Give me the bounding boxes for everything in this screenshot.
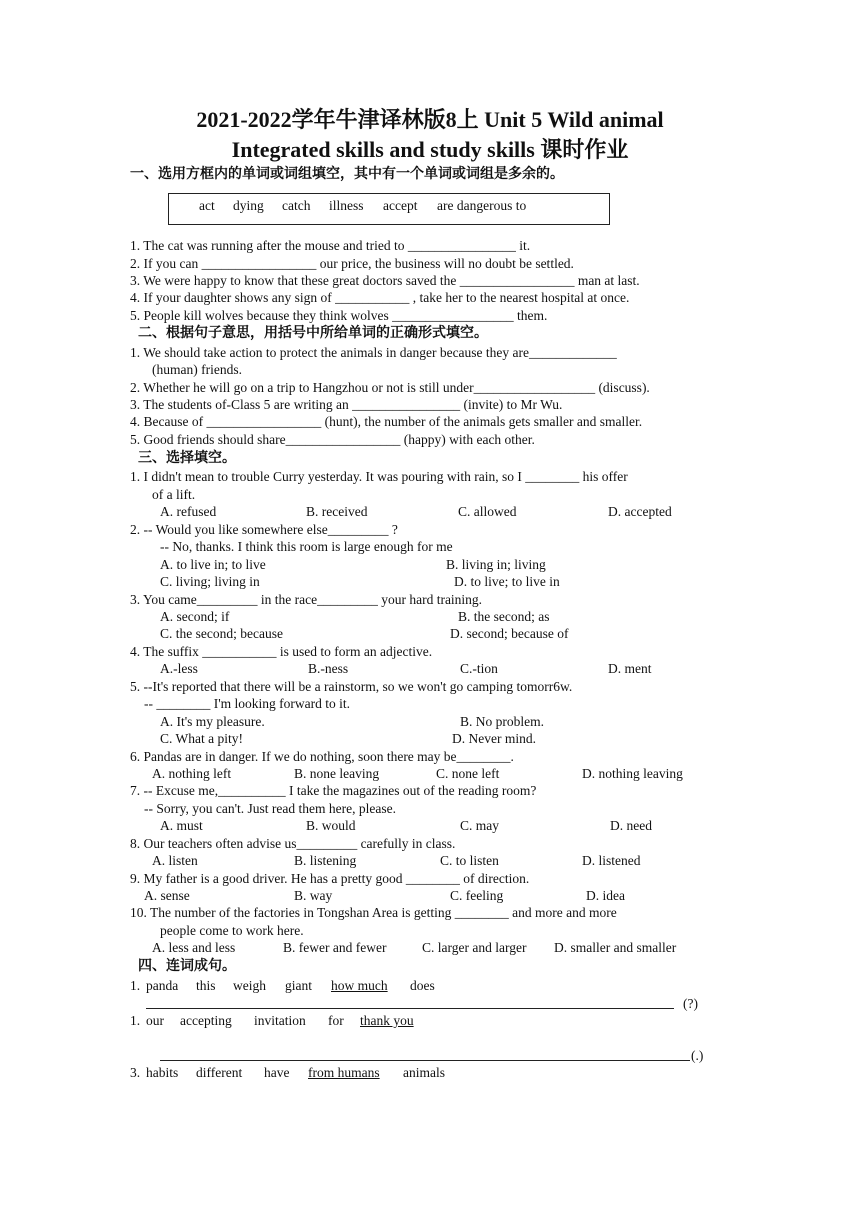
option: D. Never mind. — [452, 731, 536, 746]
s3-question-cont: of a lift. — [152, 487, 196, 502]
s4-word-underlined: how much — [331, 978, 388, 993]
option: B. listening — [294, 853, 357, 868]
s3-question: 5. --It's reported that there will be a rainstorm, so we won't go camping tomorr6w. — [130, 679, 573, 694]
s4-word: weigh — [233, 978, 266, 993]
s3-question-cont: -- Sorry, you can't. Just read them here, please. — [144, 801, 396, 816]
s3-question: 6. Pandas are in danger. If we do nothing, soon there may be________. — [130, 749, 514, 764]
s3-question: 4. The suffix ___________ is used to form an adjective. — [130, 644, 433, 659]
answer-line — [146, 1008, 674, 1009]
s4-q1-number: 1. — [130, 978, 141, 993]
option: A. It's my pleasure. — [160, 714, 265, 729]
option: D. nothing leaving — [582, 766, 683, 781]
section-3-heading: 三、选择填空。 — [138, 451, 236, 466]
s1-question: 2. If you can _________________ our price, the business will no doubt be settled. — [130, 256, 574, 271]
answer-line — [160, 1060, 690, 1061]
s2-question: 5. Good friends should share_________________ (happy) with each other. — [130, 432, 535, 447]
option: C. to listen — [440, 853, 499, 868]
s3-question-cont: people come to work here. — [160, 923, 304, 938]
word-box-item: accept — [383, 198, 418, 213]
s3-question: 10. The number of the factories in Tongshan Area is getting ________ and more and more — [130, 905, 617, 920]
option: A. less and less — [152, 940, 236, 955]
option: A. to live in; to live — [160, 557, 266, 572]
s4-word-underlined: thank you — [360, 1013, 414, 1028]
s2-question: 2. Whether he will go on a trip to Hangzhou or not is still under__________________ (discuss). — [130, 380, 650, 395]
word-box-item: are dangerous to — [437, 198, 527, 213]
option: B. received — [306, 504, 368, 519]
option: C.-tion — [460, 661, 498, 676]
s3-question: 2. -- Would you like somewhere else_________ ? — [130, 522, 398, 537]
s3-question: 1. I didn't mean to trouble Curry yesterday. It was pouring with rain, so I ________ his offer — [130, 469, 628, 484]
s3-question: 9. My father is a good driver. He has a pretty good ________ of direction. — [130, 871, 530, 886]
option: D. second; because of — [450, 626, 569, 641]
s3-question-cont: -- ________ I'm looking forward to it. — [144, 696, 351, 711]
s2-question-cont: (human) friends. — [152, 362, 242, 377]
title-line-2: Integrated skills and study skills 课时作业 — [231, 137, 629, 162]
word-box-item: illness — [329, 198, 364, 213]
option: C. larger and larger — [422, 940, 527, 955]
s4-word-underlined: from humans — [308, 1065, 380, 1080]
s2-question: 3. The students of-Class 5 are writing an ________________ (invite) to Mr Wu. — [130, 397, 563, 412]
s4-word: habits — [146, 1065, 179, 1080]
word-box — [168, 193, 610, 225]
s1-question: 1. The cat was running after the mouse and tried to ________________ it. — [130, 238, 531, 253]
option: A. refused — [160, 504, 217, 519]
option: C. may — [460, 818, 499, 833]
s1-question: 5. People kill wolves because they think wolves __________________ them. — [130, 308, 548, 323]
word-box-item: dying — [233, 198, 264, 213]
option: C. What a pity! — [160, 731, 243, 746]
option: D. need — [610, 818, 652, 833]
option: C. feeling — [450, 888, 504, 903]
s3-question: 7. -- Excuse me,__________ I take the magazines out of the reading room? — [130, 783, 537, 798]
s3-question: 8. Our teachers often advise us_________ carefully in class. — [130, 836, 456, 851]
section-4-heading: 四、连词成句。 — [138, 959, 236, 974]
option: A. must — [160, 818, 203, 833]
option: B. way — [294, 888, 333, 903]
option: D. idea — [586, 888, 625, 903]
title-line-1: 2021-2022学年牛津译林版8上 Unit 5 Wild animal — [196, 107, 664, 132]
s4-word: invitation — [254, 1013, 306, 1028]
s4-word: for — [328, 1013, 344, 1028]
option: B. the second; as — [458, 609, 550, 624]
option: D. ment — [608, 661, 652, 676]
option: D. accepted — [608, 504, 672, 519]
s1-question: 3. We were happy to know that these great doctors saved the _________________ man at last. — [130, 273, 640, 288]
option: B. No problem. — [460, 714, 544, 729]
word-box-item: act — [199, 198, 215, 213]
s2-question: 1. We should take action to protect the animals in danger because they are_____________ — [130, 345, 617, 360]
option: B. fewer and fewer — [283, 940, 387, 955]
s4-q2-number: 1. — [130, 1013, 141, 1028]
option: B.-ness — [308, 661, 349, 676]
option: C. the second; because — [160, 626, 283, 641]
option: B. none leaving — [294, 766, 380, 781]
word-box-item: catch — [282, 198, 311, 213]
s4-word: have — [264, 1065, 290, 1080]
s4-word: our — [146, 1013, 164, 1028]
option: D. listened — [582, 853, 641, 868]
section-2-heading: 二、根据句子意思，用括号中所给单词的正确形式填空。 — [138, 326, 488, 341]
option: A. listen — [152, 853, 198, 868]
section-1-heading: 一、选用方框内的单词或词组填空，其中有一个单词或词组是多余的。 — [130, 167, 564, 182]
option: A. sense — [144, 888, 190, 903]
option: C. allowed — [458, 504, 517, 519]
s4-word: panda — [146, 978, 179, 993]
s4-word: this — [196, 978, 216, 993]
option: C. living; living in — [160, 574, 260, 589]
option: B. would — [306, 818, 356, 833]
option: A. second; if — [160, 609, 230, 624]
s2-question: 4. Because of _________________ (hunt), the number of the animals gets smaller and smaller. — [130, 414, 643, 429]
option: A. nothing left — [152, 766, 232, 781]
option: D. to live; to live in — [454, 574, 560, 589]
option: D. smaller and smaller — [554, 940, 677, 955]
s4-word: does — [410, 978, 435, 993]
option: C. none left — [436, 766, 500, 781]
s3-question-cont: -- No, thanks. I think this room is large enough for me — [160, 539, 453, 554]
s4-word: giant — [285, 978, 312, 993]
s4-word: accepting — [180, 1013, 232, 1028]
s1-question: 4. If your daughter shows any sign of ___________ , take her to the nearest hospital at once. — [130, 290, 630, 305]
option: A.-less — [160, 661, 198, 676]
s4-q1-end: (?) — [683, 996, 698, 1011]
s4-q2-end: (.) — [691, 1048, 704, 1063]
s4-word: different — [196, 1065, 243, 1080]
s4-q3-number: 3. — [130, 1065, 141, 1080]
s3-question: 3. You came_________ in the race_________ your hard training. — [130, 592, 483, 607]
s4-word: animals — [403, 1065, 445, 1080]
option: B. living in; living — [446, 557, 546, 572]
